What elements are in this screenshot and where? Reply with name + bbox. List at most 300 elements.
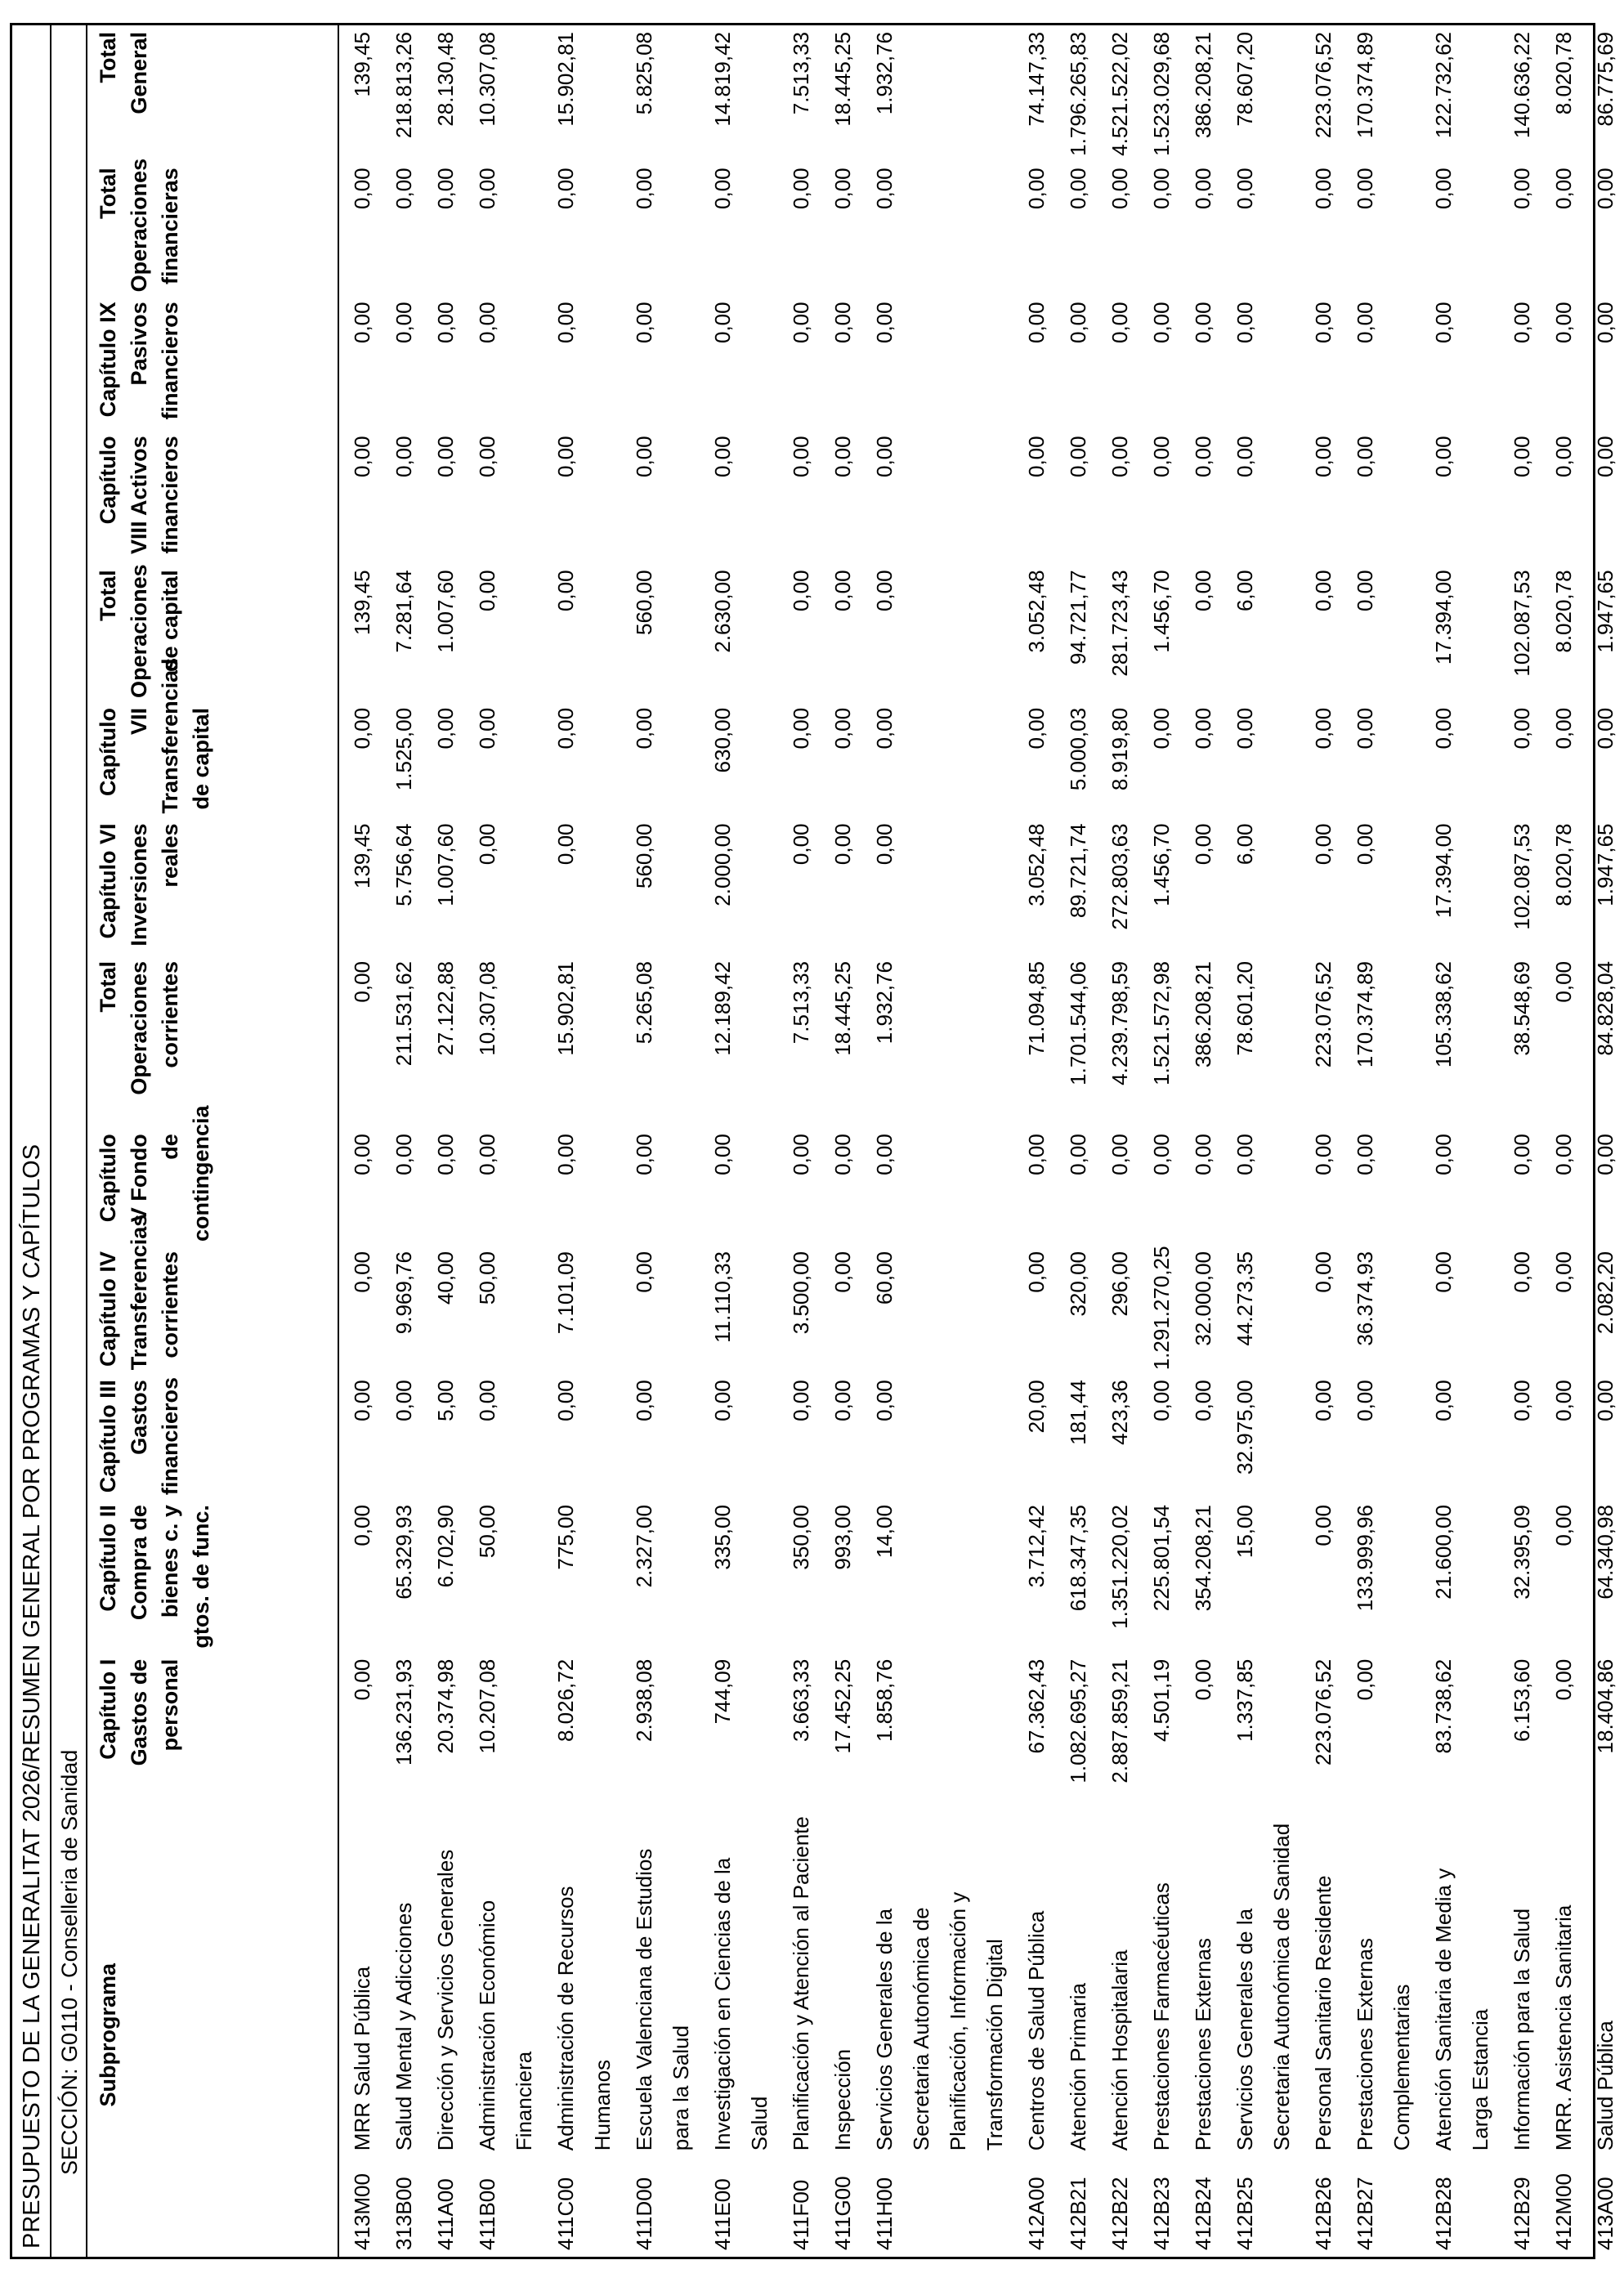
header-cap4: Capítulo IV Transferencias corrientes — [87, 1245, 338, 1373]
amount-cell: 0,00 — [789, 707, 813, 750]
amount-cell: 0,00 — [1149, 707, 1174, 750]
table-row — [621, 25, 700, 2257]
amount-cell: 225.801,54 — [1149, 1505, 1174, 1612]
amount-cell: 0,00 — [553, 823, 578, 866]
amount-cell: 1.947,65 — [1593, 823, 1617, 906]
amount-cell: 0,00 — [1593, 1380, 1617, 1421]
amount-cell: 0,00 — [1066, 168, 1090, 209]
amount-cell: 5,00 — [433, 1380, 458, 1421]
amount-cell: 0,00 — [789, 168, 813, 209]
amount-cell: 0,00 — [1191, 436, 1215, 478]
amount-cell: 78.607,20 — [1233, 32, 1257, 127]
amount-cell: 0,00 — [1311, 570, 1335, 612]
subprogram-name: MRR. Asistencia Sanitaria — [1551, 1904, 1576, 2151]
amount-cell: 17.394,00 — [1431, 570, 1456, 665]
amount-cell: 0,00 — [1191, 823, 1215, 866]
table-row — [1222, 25, 1300, 2257]
amount-cell: 0,00 — [1233, 1134, 1257, 1175]
subprogram-name: Atención Sanitaria de Media y Larga Estancia — [1431, 1868, 1492, 2151]
amount-cell: 0,00 — [433, 707, 458, 750]
amount-cell: 50,00 — [475, 1251, 499, 1305]
subprogram-code: 413A00 — [1593, 2177, 1617, 2250]
amount-cell: 0,00 — [632, 436, 656, 478]
amount-cell: 0,00 — [830, 1134, 855, 1175]
amount-cell: 1.082.695,27 — [1066, 1658, 1090, 1783]
subprogram-name: Investigación en Ciencias de la Salud — [710, 1857, 772, 2151]
amount-cell: 6.702,90 — [433, 1505, 458, 1588]
amount-cell: 0,00 — [1311, 1251, 1335, 1293]
amount-cell: 0,00 — [1431, 436, 1456, 478]
amount-cell: 18.404,86 — [1593, 1658, 1617, 1754]
amount-cell: 0,00 — [830, 436, 855, 478]
amount-cell: 2.887.859,21 — [1107, 1658, 1132, 1783]
amount-cell: 0,00 — [830, 707, 855, 750]
amount-cell: 0,00 — [391, 1134, 416, 1175]
amount-cell: 0,00 — [350, 1380, 374, 1421]
amount-cell: 1.456,70 — [1149, 823, 1174, 906]
subprogram-name: Escuela Valenciana de Estudios para la Salud — [632, 1848, 693, 2151]
amount-cell: 0,00 — [1551, 436, 1576, 478]
amount-cell: 0,00 — [1024, 1134, 1049, 1175]
amount-cell: 1.858,76 — [872, 1658, 897, 1743]
table-row — [700, 25, 778, 2257]
amount-cell: 0,00 — [1551, 1658, 1576, 1701]
table-row — [1055, 25, 1097, 2257]
amount-cell: 10.307,08 — [475, 32, 499, 127]
amount-cell: 223.076,52 — [1311, 1658, 1335, 1766]
amount-cell: 775,00 — [553, 1505, 578, 1570]
amount-cell: 20,00 — [1024, 1380, 1049, 1434]
amount-cell: 84.828,04 — [1593, 961, 1617, 1056]
amount-cell: 102.087,53 — [1510, 570, 1534, 677]
amount-cell: 0,00 — [1551, 1505, 1576, 1546]
amount-cell: 0,00 — [1191, 570, 1215, 612]
amount-cell: 0,00 — [475, 436, 499, 478]
amount-cell: 10.207,08 — [475, 1658, 499, 1754]
amount-cell: 0,00 — [1311, 823, 1335, 866]
amount-cell: 0,00 — [1024, 436, 1049, 478]
amount-cell: 560,00 — [632, 570, 656, 635]
table-row — [1582, 25, 1624, 2257]
amount-cell: 3.052,48 — [1024, 570, 1049, 653]
amount-cell: 0,00 — [1510, 302, 1534, 343]
amount-cell: 8.020,78 — [1551, 570, 1576, 653]
amount-cell: 94.721,77 — [1066, 570, 1090, 665]
amount-cell: 0,00 — [1107, 302, 1132, 343]
amount-cell: 11.110,33 — [710, 1251, 735, 1343]
subprogram-name: Dirección y Servicios Generales — [433, 1849, 458, 2151]
amount-cell: 139,45 — [350, 823, 374, 889]
amount-cell: 122.732,62 — [1431, 32, 1456, 139]
amount-cell: 0,00 — [710, 302, 735, 343]
amount-cell: 5.265,08 — [632, 961, 656, 1045]
amount-cell: 0,00 — [1431, 1380, 1456, 1421]
subprogram-code: 412B24 — [1191, 2177, 1215, 2250]
amount-cell: 0,00 — [789, 823, 813, 866]
amount-cell: 0,00 — [1233, 302, 1257, 343]
amount-cell: 32.395,09 — [1510, 1505, 1534, 1600]
amount-cell: 6.153,60 — [1510, 1658, 1534, 1743]
amount-cell: 0,00 — [872, 707, 897, 750]
amount-cell: 0,00 — [1311, 1505, 1335, 1546]
amount-cell: 0,00 — [830, 1380, 855, 1421]
amount-cell: 0,00 — [1107, 436, 1132, 478]
amount-cell: 0,00 — [1353, 168, 1377, 209]
subprogram-name: Atención Primaria — [1066, 1982, 1090, 2151]
amount-cell: 0,00 — [433, 436, 458, 478]
amount-cell: 0,00 — [1191, 707, 1215, 750]
amount-cell: 0,00 — [1024, 168, 1049, 209]
subprogram-code: 411H00 — [872, 2177, 897, 2250]
section-label: SECCIÓN: G0110 - Conselleria de Sanidad — [51, 25, 87, 2257]
amount-cell: 0,00 — [710, 168, 735, 209]
amount-cell: 335,00 — [710, 1505, 735, 1570]
amount-cell: 0,00 — [789, 436, 813, 478]
amount-cell: 17.452,25 — [830, 1658, 855, 1754]
amount-cell: 83.738,62 — [1431, 1658, 1456, 1754]
amount-cell: 354.208,21 — [1191, 1505, 1215, 1612]
amount-cell: 105.338,62 — [1431, 961, 1456, 1068]
amount-cell: 0,00 — [1311, 168, 1335, 209]
amount-cell: 50,00 — [475, 1505, 499, 1559]
amount-cell: 1.007,60 — [433, 823, 458, 906]
table-row — [423, 25, 464, 2257]
amount-cell: 40,00 — [433, 1251, 458, 1305]
table-row — [1300, 25, 1342, 2257]
subprogram-name: Atención Hospitalaria — [1107, 1949, 1132, 2151]
amount-cell: 0,00 — [553, 168, 578, 209]
amount-cell: 0,00 — [475, 168, 499, 209]
amount-cell: 139,45 — [350, 570, 374, 635]
amount-cell: 86.775,69 — [1593, 32, 1617, 127]
amount-cell: 1.007,60 — [433, 570, 458, 653]
amount-cell: 0,00 — [1149, 1134, 1174, 1175]
amount-cell: 0,00 — [1593, 1134, 1617, 1175]
header-cap2: Capítulo II Compra de bienes c. y gtos. de func. — [87, 1498, 338, 1653]
amount-cell: 8.026,72 — [553, 1658, 578, 1743]
amount-cell: 0,00 — [1551, 961, 1576, 1003]
amount-cell: 0,00 — [872, 436, 897, 478]
amount-cell: 0,00 — [553, 707, 578, 750]
header-total-corrientes: Total Operaciones corrientes — [87, 955, 338, 1127]
amount-cell: 6,00 — [1233, 570, 1257, 612]
header-cap6: Capítulo VI Inversiones reales — [87, 817, 338, 955]
amount-cell: 0,00 — [1431, 302, 1456, 343]
table-row — [543, 25, 621, 2257]
amount-cell: 0,00 — [475, 1134, 499, 1175]
budget-table — [87, 25, 1624, 2257]
subprogram-name: Planificación y Atención al Paciente — [789, 1816, 813, 2151]
amount-cell: 0,00 — [1191, 1380, 1215, 1421]
amount-cell: 296,00 — [1107, 1251, 1132, 1317]
amount-cell: 2.000,00 — [710, 823, 735, 906]
subprogram-code: 411E00 — [710, 2178, 735, 2250]
amount-cell: 0,00 — [1233, 436, 1257, 478]
amount-cell: 0,00 — [632, 1380, 656, 1421]
subprogram-name: Centros de Salud Pública — [1024, 1910, 1049, 2151]
amount-cell: 1.523.029,68 — [1149, 32, 1174, 156]
amount-cell: 0,00 — [1149, 302, 1174, 343]
amount-cell: 10.307,08 — [475, 961, 499, 1056]
amount-cell: 5.000,03 — [1066, 707, 1090, 791]
amount-cell: 0,00 — [789, 570, 813, 612]
amount-cell: 0,00 — [1593, 168, 1617, 209]
amount-cell: 0,00 — [1191, 302, 1215, 343]
amount-cell: 0,00 — [1024, 302, 1049, 343]
subprogram-code: 411A00 — [433, 2178, 458, 2250]
amount-cell: 320,00 — [1066, 1251, 1090, 1317]
amount-cell: 0,00 — [1353, 823, 1377, 866]
report-frame — [10, 23, 1617, 2259]
amount-cell: 0,00 — [1311, 436, 1335, 478]
header-cap8: Capítulo VIII Activos financieros — [87, 429, 338, 563]
amount-cell: 0,00 — [433, 302, 458, 343]
amount-cell: 0,00 — [1551, 1251, 1576, 1293]
amount-cell: 0,00 — [1191, 1658, 1215, 1701]
subprogram-name: MRR Salud Pública — [350, 1966, 374, 2151]
amount-cell: 0,00 — [350, 1134, 374, 1175]
amount-cell: 3.500,00 — [789, 1251, 813, 1335]
amount-cell: 0,00 — [872, 168, 897, 209]
amount-cell: 7.513,33 — [789, 961, 813, 1045]
amount-cell: 993,00 — [830, 1505, 855, 1570]
subprogram-code: 411C00 — [553, 2177, 578, 2250]
amount-cell: 0,00 — [1431, 168, 1456, 209]
subprogram-code: 411F00 — [789, 2179, 813, 2250]
amount-cell: 170.374,89 — [1353, 961, 1377, 1068]
table-row — [1139, 25, 1180, 2257]
amount-cell: 0,00 — [830, 302, 855, 343]
amount-cell: 0,00 — [1353, 707, 1377, 750]
amount-cell: 0,00 — [350, 168, 374, 209]
subprogram-name: Prestaciones Farmacéuticas — [1149, 1882, 1174, 2151]
amount-cell: 0,00 — [1149, 1380, 1174, 1421]
amount-cell: 0,00 — [1593, 707, 1617, 750]
report-title: PRESUPUESTO DE LA GENERALITAT 2026/RESUMEN GENERAL POR PROGRAMAS Y CAPÍTULOS — [12, 25, 51, 2257]
amount-cell: 28.130,48 — [433, 32, 458, 127]
table-row — [778, 25, 820, 2257]
subprogram-name: Salud Pública — [1593, 2021, 1617, 2151]
subprogram-code: 412B25 — [1233, 2177, 1257, 2250]
amount-cell: 0,00 — [350, 1658, 374, 1701]
amount-cell: 630,00 — [710, 707, 735, 773]
amount-cell: 0,00 — [1431, 1134, 1456, 1175]
amount-cell: 8.020,78 — [1551, 32, 1576, 115]
amount-cell: 140.636,22 — [1510, 32, 1534, 139]
amount-cell: 102.087,53 — [1510, 823, 1534, 930]
amount-cell: 0,00 — [710, 1380, 735, 1421]
amount-cell: 78.601,20 — [1233, 961, 1257, 1056]
amount-cell: 0,00 — [872, 823, 897, 866]
amount-cell: 0,00 — [789, 1134, 813, 1175]
subprogram-code: 412B26 — [1311, 2177, 1335, 2250]
subprogram-code: 412B23 — [1149, 2177, 1174, 2250]
amount-cell: 18.445,25 — [830, 32, 855, 127]
amount-cell: 2.327,00 — [632, 1505, 656, 1588]
subprogram-code: 411B00 — [475, 2178, 499, 2250]
amount-cell: 0,00 — [1024, 1251, 1049, 1293]
amount-cell: 0,00 — [1353, 436, 1377, 478]
amount-cell: 223.076,52 — [1311, 32, 1335, 139]
amount-cell: 89.721,74 — [1066, 823, 1090, 919]
amount-cell: 0,00 — [1551, 707, 1576, 750]
amount-cell: 1.932,76 — [872, 961, 897, 1045]
header-cap7: Capítulo VII Transferencias de capital — [87, 701, 338, 817]
amount-cell: 133.999,96 — [1353, 1505, 1377, 1612]
amount-cell: 1.701.544,06 — [1066, 961, 1090, 1085]
amount-cell: 8.020,78 — [1551, 823, 1576, 906]
amount-cell: 0,00 — [1551, 302, 1576, 343]
amount-cell: 0,00 — [350, 1251, 374, 1293]
amount-cell: 0,00 — [1149, 436, 1174, 478]
amount-cell: 386.208,21 — [1191, 32, 1215, 139]
amount-cell: 181,44 — [1066, 1380, 1090, 1445]
amount-cell: 15.902,81 — [553, 961, 578, 1056]
amount-cell: 74.147,33 — [1024, 32, 1049, 127]
amount-cell: 0,00 — [391, 1380, 416, 1421]
subprogram-name: Administración de Recursos Humanos — [553, 1886, 615, 2151]
amount-cell: 7.513,33 — [789, 32, 813, 115]
amount-cell: 0,00 — [1066, 302, 1090, 343]
amount-cell: 0,00 — [350, 302, 374, 343]
amount-cell: 67.362,43 — [1024, 1658, 1049, 1754]
amount-cell: 0,00 — [1353, 1134, 1377, 1175]
amount-cell: 14,00 — [872, 1505, 897, 1559]
amount-cell: 20.374,98 — [433, 1658, 458, 1754]
amount-cell: 0,00 — [391, 168, 416, 209]
amount-cell: 71.094,85 — [1024, 961, 1049, 1056]
header-cap1: Capítulo I Gastos de personal — [87, 1653, 338, 1807]
amount-cell: 0,00 — [1191, 168, 1215, 209]
amount-cell: 27.122,88 — [433, 961, 458, 1056]
amount-cell: 0,00 — [1431, 707, 1456, 750]
amount-cell: 0,00 — [1233, 707, 1257, 750]
amount-cell: 0,00 — [1066, 436, 1090, 478]
subprogram-code: 412B21 — [1066, 2177, 1090, 2250]
amount-cell: 0,00 — [553, 302, 578, 343]
amount-cell: 36.374,93 — [1353, 1251, 1377, 1346]
amount-cell: 12.189,42 — [710, 961, 735, 1056]
amount-cell: 1.456,70 — [1149, 570, 1174, 653]
amount-cell: 560,00 — [632, 823, 656, 889]
amount-cell: 0,00 — [1551, 1380, 1576, 1421]
amount-cell: 17.394,00 — [1431, 823, 1456, 919]
subprogram-name: Servicios Generales de la Secretaria Autonómica de Sanidad — [1233, 1823, 1294, 2151]
amount-cell: 350,00 — [789, 1505, 813, 1570]
amount-cell: 0,00 — [1107, 168, 1132, 209]
amount-cell: 0,00 — [1353, 302, 1377, 343]
amount-cell: 2.082,20 — [1593, 1251, 1617, 1335]
amount-cell: 0,00 — [1353, 1380, 1377, 1421]
amount-cell: 2.938,08 — [632, 1658, 656, 1743]
amount-cell: 272.803,63 — [1107, 823, 1132, 930]
amount-cell: 0,00 — [1149, 168, 1174, 209]
amount-cell: 18.445,25 — [830, 961, 855, 1056]
amount-cell: 0,00 — [1551, 168, 1576, 209]
amount-cell: 0,00 — [872, 302, 897, 343]
amount-cell: 32.975,00 — [1233, 1380, 1257, 1475]
amount-cell: 64.340,98 — [1593, 1505, 1617, 1600]
amount-cell: 0,00 — [872, 570, 897, 612]
table-row — [338, 25, 381, 2257]
amount-cell: 5.756,64 — [391, 823, 416, 906]
amount-cell: 0,00 — [1551, 1134, 1576, 1175]
amount-cell: 0,00 — [475, 302, 499, 343]
amount-cell: 0,00 — [1233, 168, 1257, 209]
amount-cell: 0,00 — [1510, 168, 1534, 209]
amount-cell: 218.813,26 — [391, 32, 416, 139]
amount-cell: 0,00 — [632, 1134, 656, 1175]
amount-cell: 1.337,85 — [1233, 1658, 1257, 1743]
subprogram-name: Prestaciones Externas — [1191, 1938, 1215, 2151]
header-cap3: Capítulo III Gastos financieros — [87, 1373, 338, 1498]
amount-cell: 3.052,48 — [1024, 823, 1049, 906]
amount-cell: 0,00 — [1510, 1251, 1534, 1293]
header-cap9: Capítulo IX Pasivos financieros — [87, 295, 338, 429]
amount-cell: 0,00 — [872, 1134, 897, 1175]
table-row — [1420, 25, 1499, 2257]
amount-cell: 7.101,09 — [553, 1251, 578, 1335]
subprogram-code: 412B22 — [1107, 2177, 1132, 2250]
amount-cell: 0,00 — [1066, 1134, 1090, 1175]
header-total-general: Total General — [87, 25, 338, 161]
amount-cell: 0,00 — [475, 707, 499, 750]
amount-cell: 1.521.572,98 — [1149, 961, 1174, 1085]
amount-cell: 3.712,42 — [1024, 1505, 1049, 1588]
amount-cell: 2.630,00 — [710, 570, 735, 653]
amount-cell: 1.932,76 — [872, 32, 897, 115]
amount-cell: 744,09 — [710, 1658, 735, 1725]
amount-cell: 281.723,43 — [1107, 570, 1132, 677]
amount-cell: 0,00 — [830, 570, 855, 612]
header-subprograma: Subprograma — [87, 1807, 338, 2257]
amount-cell: 0,00 — [632, 707, 656, 750]
amount-cell: 223.076,52 — [1311, 961, 1335, 1068]
table-row — [1013, 25, 1055, 2257]
amount-cell: 14.819,42 — [710, 32, 735, 127]
amount-cell: 0,00 — [433, 168, 458, 209]
subprogram-name: Personal Sanitario Residente — [1311, 1875, 1335, 2151]
subprogram-name: Administración Económico Financiera — [475, 1900, 536, 2151]
amount-cell: 0,00 — [350, 707, 374, 750]
table-row — [1180, 25, 1222, 2257]
subprogram-code: 412B29 — [1510, 2177, 1534, 2250]
amount-cell: 0,00 — [350, 1505, 374, 1546]
amount-cell: 0,00 — [1593, 302, 1617, 343]
amount-cell: 0,00 — [789, 1380, 813, 1421]
subprogram-code: 313B00 — [391, 2177, 416, 2250]
table-row — [1342, 25, 1420, 2257]
amount-cell: 6,00 — [1233, 823, 1257, 866]
table-row — [1499, 25, 1541, 2257]
amount-cell: 60,00 — [872, 1251, 897, 1305]
amount-cell: 0,00 — [1431, 1251, 1456, 1293]
amount-cell: 0,00 — [1510, 436, 1534, 478]
subprogram-code: 411D00 — [632, 2177, 656, 2250]
amount-cell: 0,00 — [553, 1134, 578, 1175]
amount-cell: 0,00 — [1353, 570, 1377, 612]
header-total-financieras: Total Operaciones financieras — [87, 161, 338, 295]
subprogram-code: 412A00 — [1024, 2177, 1049, 2250]
amount-cell: 0,00 — [1191, 1134, 1215, 1175]
amount-cell: 1.525,00 — [391, 707, 416, 791]
amount-cell: 0,00 — [710, 1134, 735, 1175]
amount-cell: 1.351.220,02 — [1107, 1505, 1132, 1629]
amount-cell: 0,00 — [1510, 1380, 1534, 1421]
subprogram-code: 411G00 — [830, 2176, 855, 2250]
amount-cell: 0,00 — [830, 823, 855, 866]
amount-cell: 423,36 — [1107, 1380, 1132, 1445]
